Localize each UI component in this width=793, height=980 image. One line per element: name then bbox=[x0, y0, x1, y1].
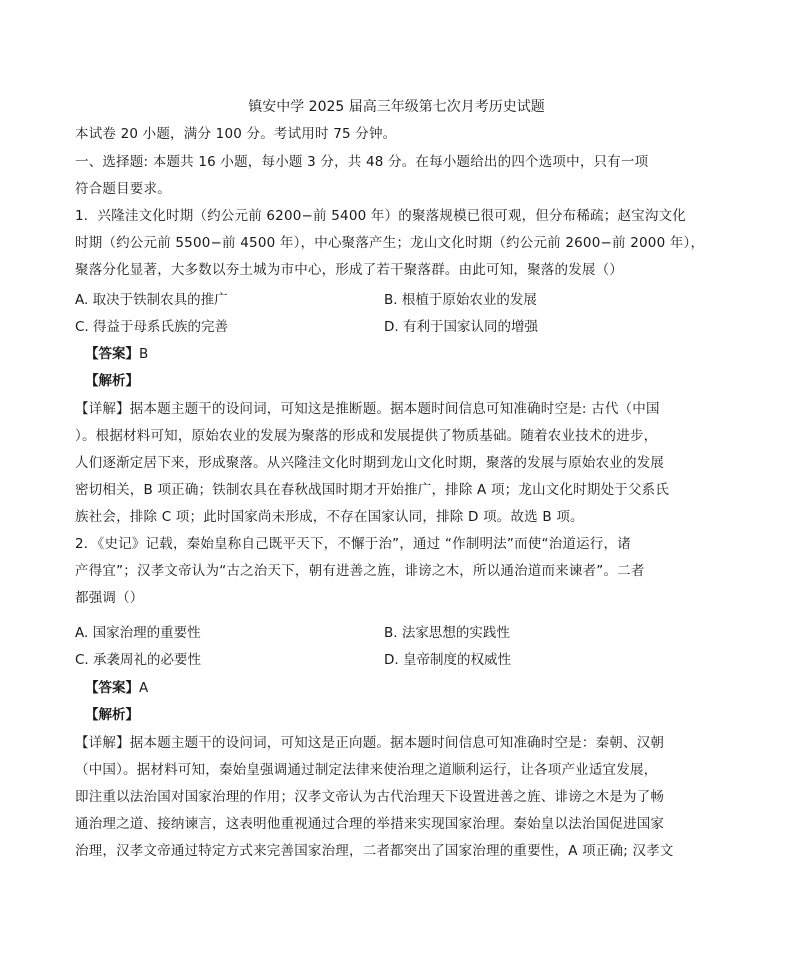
q1-detail-line: 人们逐渐定居下来，形成聚落。从兴隆洼文化时期到龙山文化时期，聚落的发展与原始农业的发展 bbox=[75, 455, 665, 471]
answer-tag: 【答案】 bbox=[85, 346, 139, 362]
q2-detail-line: （中国）。据材料可知，秦始皇强调通过制定法律来使治理之道顺利运行，让各项产业适宜发展， bbox=[75, 762, 658, 778]
answer-tag: 【答案】 bbox=[85, 680, 139, 696]
q1-option-a: A. 取决于铁制农具的推广 bbox=[75, 292, 228, 308]
q1-analysis-tag bbox=[85, 371, 139, 391]
analysis-tag: 【解析】 bbox=[85, 373, 139, 389]
q2-stem-line: 2．《史记》记载，秦始皇称自己既平天下，不懈于治”，通过 “作制明法”而使“治道运行，诸 bbox=[75, 536, 631, 552]
exam-title: 镇安中学 2025 届高三年级第七次月考历史试题 bbox=[248, 99, 545, 115]
q2-option-a: A. 国家治理的重要性 bbox=[75, 625, 201, 641]
q2-answer bbox=[85, 678, 148, 698]
q1-stem-line: 时期（约公元前 5500−前 4500 年），中心聚落产生；龙山文化时期（约公元前 2600−前 2000 年）， bbox=[75, 235, 705, 251]
q1-detail-line: 密切相关，B 项正确；铁制农具在春秋战国时期才开始推广，排除 A 项；龙山文化时期处于父系氏 bbox=[75, 482, 670, 498]
answer-value: B bbox=[139, 346, 149, 362]
q2-detail-line: 通治理之道、接纳谏言，这表明他重视通过合理的举措来实现国家治理。秦始皇以法治国促进国家 bbox=[75, 816, 665, 832]
answer-value: A bbox=[139, 680, 149, 696]
q2-option-d: D. 皇帝制度的权威性 bbox=[384, 652, 511, 668]
q2-stem-line: 都强调（） bbox=[75, 590, 144, 606]
q1-option-b: B. 根植于原始农业的发展 bbox=[384, 292, 537, 308]
q1-stem-line: 聚落分化显著，大多数以夯土城为市中心，形成了若干聚落群。由此可知，聚落的发展（） bbox=[75, 262, 623, 278]
q1-detail-line: ）。根据材料可知，原始农业的发展为聚落的形成和发展提供了物质基础。随着农业技术的进步， bbox=[75, 428, 658, 444]
q1-option-c: C. 得益于母系氏族的完善 bbox=[75, 319, 229, 335]
section-heading-cont: 符合题目要求。 bbox=[75, 181, 171, 197]
intro-line: 本试卷 20 小题，满分 100 分。考试用时 75 分钟。 bbox=[75, 126, 397, 142]
q2-analysis-tag bbox=[85, 705, 139, 725]
q1-detail-line: 【详解】据本题主题干的设问词，可知这是推断题。据本题时间信息可知准确时空是: 古代（中国 bbox=[75, 401, 660, 417]
section-heading: 一、选择题: 本题共 16 小题，每小题 3 分，共 48 分。在每小题给出的四个选项中，只有一项 bbox=[75, 154, 649, 170]
q2-detail-line: 即注重以法治国对国家治理的作用；汉孝文帝认为古代治理天下设置进善之旌、诽谤之木是为了畅 bbox=[75, 789, 665, 805]
q1-answer bbox=[85, 344, 148, 364]
q2-detail-line: 治理，汉孝文帝通过特定方式来完善国家治理，二者都突出了国家治理的重要性，A 项正确; 汉孝文 bbox=[75, 843, 674, 859]
q2-stem-line: 产得宜”；汉孝文帝认为“古之治天下，朝有进善之旌，诽谤之木，所以通治道而来谏者”。二者 bbox=[75, 563, 645, 579]
q1-detail-line: 族社会，排除 C 项；此时国家尚未形成，不存在国家认同，排除 D 项。故选 B 项。 bbox=[75, 509, 584, 525]
q2-detail-line: 【详解】据本题主题干的设问词，可知这是正向题。据本题时间信息可知准确时空是：秦朝、汉朝 bbox=[75, 735, 665, 751]
q1-option-d: D. 有利于国家认同的增强 bbox=[384, 319, 538, 335]
q2-option-c: C. 承袭周礼的必要性 bbox=[75, 652, 202, 668]
analysis-tag: 【解析】 bbox=[85, 707, 139, 723]
q2-option-b: B. 法家思想的实践性 bbox=[384, 625, 510, 641]
q1-stem-line: 1．兴隆洼文化时期（约公元前 6200−前 5400 年）的聚落规模已很可观，但分布稀疏；赵宝沟文化 bbox=[75, 208, 686, 224]
